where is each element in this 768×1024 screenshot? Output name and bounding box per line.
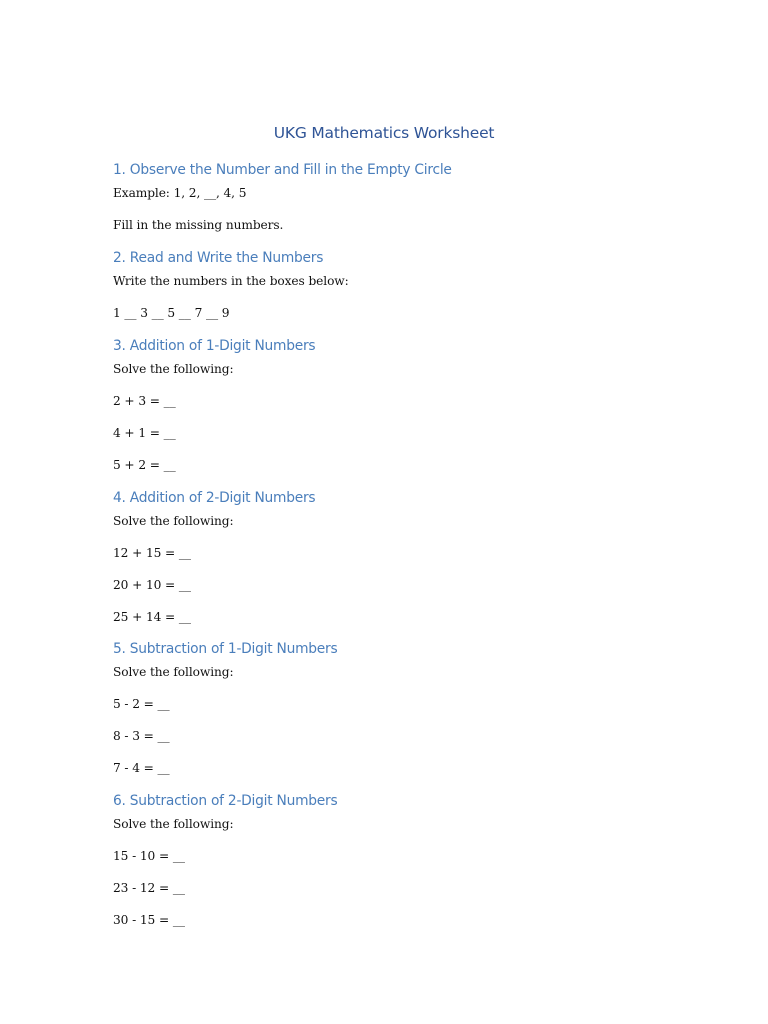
section-3-heading: 3. Addition of 1-Digit Numbers [113, 338, 316, 354]
section-2-line-2: 1 __ 3 __ 5 __ 7 __ 9 [113, 306, 230, 320]
section-4-line-4: 25 + 14 = __ [113, 610, 191, 624]
section-5-line-1: Solve the following: [113, 665, 234, 679]
section-1-line-2: Fill in the missing numbers. [113, 218, 284, 232]
section-6-heading: 6. Subtraction of 2-Digit Numbers [113, 793, 338, 809]
section-1-line-1: Example: 1, 2, __, 4, 5 [113, 186, 247, 200]
section-3-line-3: 4 + 1 = __ [113, 426, 176, 440]
section-5-line-3: 8 - 3 = __ [113, 729, 170, 743]
section-3-line-2: 2 + 3 = __ [113, 394, 176, 408]
section-6-line-1: Solve the following: [113, 817, 234, 831]
section-2-line-1: Write the numbers in the boxes below: [113, 274, 349, 288]
section-5-line-2: 5 - 2 = __ [113, 697, 170, 711]
section-5-heading: 5. Subtraction of 1-Digit Numbers [113, 641, 338, 657]
section-3-line-1: Solve the following: [113, 362, 234, 376]
section-4-line-3: 20 + 10 = __ [113, 578, 191, 592]
section-6-line-4: 30 - 15 = __ [113, 913, 185, 927]
section-2-heading: 2. Read and Write the Numbers [113, 250, 324, 266]
page-title: UKG Mathematics Worksheet [273, 124, 495, 142]
section-6-line-3: 23 - 12 = __ [113, 881, 185, 895]
section-3-line-4: 5 + 2 = __ [113, 458, 176, 472]
section-1-heading: 1. Observe the Number and Fill in the Empty Circle [113, 162, 452, 178]
section-6-line-2: 15 - 10 = __ [113, 849, 185, 863]
section-4-line-2: 12 + 15 = __ [113, 546, 191, 560]
section-4-line-1: Solve the following: [113, 514, 234, 528]
section-5-line-4: 7 - 4 = __ [113, 761, 170, 775]
section-4-heading: 4. Addition of 2-Digit Numbers [113, 490, 316, 506]
